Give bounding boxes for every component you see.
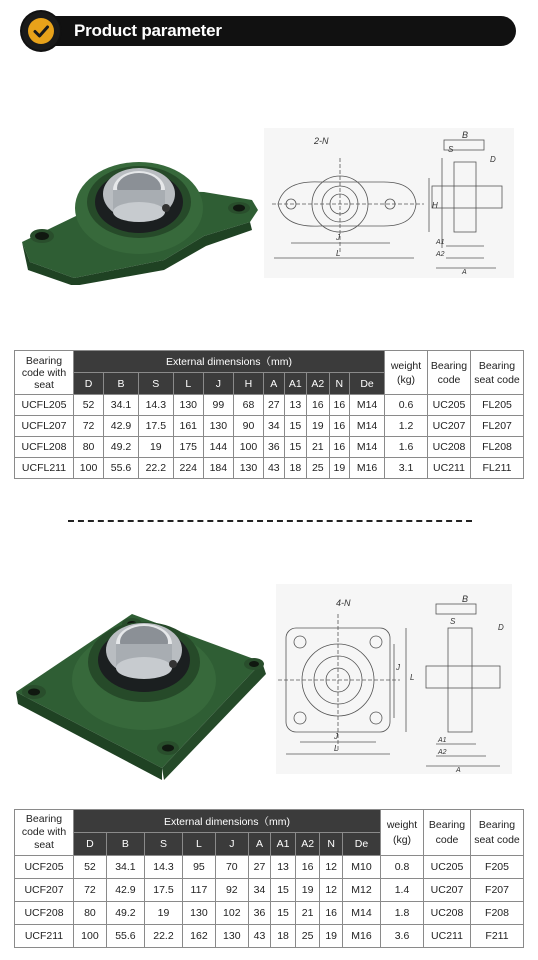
- header-title: Product parameter: [74, 21, 222, 40]
- col-a: A: [264, 373, 285, 395]
- label-h: H: [432, 201, 438, 210]
- table-cell: 27: [264, 395, 285, 416]
- spec-table-ucf: [14, 809, 524, 948]
- table-cell: 21: [307, 437, 329, 458]
- table-cell: 1.4: [381, 879, 424, 902]
- label-b: B: [462, 130, 469, 140]
- col-a1: A1: [284, 373, 306, 395]
- table-cell: UC207: [424, 879, 471, 902]
- table-cell: M12: [342, 879, 380, 902]
- table-cell: 95: [182, 856, 215, 879]
- col-bearing-code-with-seat: Bearing code with seat: [15, 351, 74, 395]
- label-a1: A1: [436, 239, 445, 246]
- table-cell: 22.2: [138, 458, 173, 479]
- table-row: [15, 925, 524, 948]
- table-cell: 34.1: [106, 856, 144, 879]
- table-cell: UCF211: [15, 925, 74, 948]
- label-s: S: [448, 145, 454, 154]
- table-cell: 16: [307, 395, 329, 416]
- table-cell: 130: [215, 925, 248, 948]
- table-cell: M16: [342, 925, 380, 948]
- table-cell: 27: [248, 856, 271, 879]
- table-cell: M14: [342, 902, 380, 925]
- table-cell: 43: [248, 925, 271, 948]
- section-header: [22, 12, 520, 50]
- table-row: [15, 902, 524, 925]
- label-d: D: [498, 623, 504, 632]
- table-cell: FL208: [471, 437, 524, 458]
- table-cell: 19: [307, 416, 329, 437]
- label-j: J: [336, 233, 340, 242]
- table-cell: 49.2: [104, 437, 139, 458]
- col-bearing-seat-code: Bearing seat code: [471, 351, 524, 395]
- table-cell: 72: [74, 416, 104, 437]
- table-cell: 100: [74, 925, 107, 948]
- col-s: S: [138, 373, 173, 395]
- table-cell: UCF207: [15, 879, 74, 902]
- col-external-dimensions: External dimensions（mm): [74, 810, 381, 833]
- table-cell: 12: [320, 879, 343, 902]
- col-l: L: [173, 373, 203, 395]
- col-h: H: [233, 373, 263, 395]
- table-cell: 19: [329, 458, 350, 479]
- col-bearing-seat-code: Bearing seat code: [471, 810, 524, 856]
- table-cell: UCFL208: [15, 437, 74, 458]
- table-cell: 0.8: [381, 856, 424, 879]
- table-cell: 72: [74, 879, 107, 902]
- table-cell: 52: [74, 856, 107, 879]
- table-cell: 3.1: [385, 458, 428, 479]
- col-n: N: [320, 833, 343, 856]
- product-photo-ucf: [12, 600, 274, 780]
- table-cell: 224: [173, 458, 203, 479]
- col-n: N: [329, 373, 350, 395]
- col-external-dimensions: External dimensions（mm): [74, 351, 385, 373]
- table-cell: 19: [320, 925, 343, 948]
- label-l: L: [334, 744, 339, 753]
- table-cell: 49.2: [106, 902, 144, 925]
- spec-table-ucfl: [14, 350, 524, 479]
- table-cell: 175: [173, 437, 203, 458]
- col-de: De: [342, 833, 380, 856]
- table-cell: 34: [248, 879, 271, 902]
- col-bearing-code-with-seat: Bearing code with seat: [15, 810, 74, 856]
- table-cell: 21: [295, 902, 320, 925]
- table-cell: 130: [182, 902, 215, 925]
- table-cell: UC205: [424, 856, 471, 879]
- label-b: B: [462, 594, 469, 604]
- table-cell: 36: [264, 437, 285, 458]
- col-l: L: [182, 833, 215, 856]
- table-cell: 16: [329, 416, 350, 437]
- table-cell: 15: [284, 437, 306, 458]
- col-s: S: [144, 833, 182, 856]
- label-a2: A2: [436, 251, 445, 258]
- table-cell: 14.3: [138, 395, 173, 416]
- table-cell: 16: [329, 395, 350, 416]
- col-weight: weight (kg): [385, 351, 428, 395]
- table-cell: 16: [320, 902, 343, 925]
- table-cell: UCF205: [15, 856, 74, 879]
- table-cell: UC211: [424, 925, 471, 948]
- table-cell: 70: [215, 856, 248, 879]
- product-photo-ucfl: [14, 150, 264, 285]
- label-4n: 4-N: [336, 598, 351, 608]
- table-cell: 80: [74, 437, 104, 458]
- table-cell: UC208: [428, 437, 471, 458]
- table-cell: M10: [342, 856, 380, 879]
- table-cell: 52: [74, 395, 104, 416]
- table-cell: 13: [271, 856, 296, 879]
- table-row: [15, 458, 524, 479]
- table-cell: 42.9: [106, 879, 144, 902]
- table-cell: FL211: [471, 458, 524, 479]
- technical-drawing-ucfl: [264, 128, 514, 278]
- table-row: [15, 416, 524, 437]
- table-cell: 19: [138, 437, 173, 458]
- table-cell: 55.6: [104, 458, 139, 479]
- table-cell: 16: [329, 437, 350, 458]
- table-row: [15, 879, 524, 902]
- table-cell: 68: [233, 395, 263, 416]
- label-a: A: [462, 269, 467, 276]
- table-cell: 100: [74, 458, 104, 479]
- table-cell: 15: [271, 879, 296, 902]
- table-cell: F207: [471, 879, 524, 902]
- table-cell: 42.9: [104, 416, 139, 437]
- table-cell: 18: [284, 458, 306, 479]
- table-cell: 15: [271, 902, 296, 925]
- table-cell: M14: [350, 437, 385, 458]
- table-cell: 19: [295, 879, 320, 902]
- table-cell: 80: [74, 902, 107, 925]
- table-cell: UCFL205: [15, 395, 74, 416]
- table-cell: 34: [264, 416, 285, 437]
- table-cell: 34.1: [104, 395, 139, 416]
- col-a: A: [248, 833, 271, 856]
- label-j-right: J: [396, 663, 400, 672]
- table-cell: 161: [173, 416, 203, 437]
- table-row: [15, 856, 524, 879]
- check-badge-icon: [22, 12, 60, 50]
- table-cell: 43: [264, 458, 285, 479]
- table-cell: FL205: [471, 395, 524, 416]
- table-cell: UCF208: [15, 902, 74, 925]
- col-b: B: [106, 833, 144, 856]
- table-cell: 55.6: [106, 925, 144, 948]
- table-cell: 117: [182, 879, 215, 902]
- col-a2: A2: [295, 833, 320, 856]
- table-cell: 100: [233, 437, 263, 458]
- col-j: J: [203, 373, 233, 395]
- col-a2: A2: [307, 373, 329, 395]
- table-cell: 3.6: [381, 925, 424, 948]
- table-cell: 1.8: [381, 902, 424, 925]
- table-cell: 17.5: [144, 879, 182, 902]
- table-cell: 14.3: [144, 856, 182, 879]
- table-cell: FL207: [471, 416, 524, 437]
- table-cell: 99: [203, 395, 233, 416]
- table-cell: 144: [203, 437, 233, 458]
- table-cell: 19: [144, 902, 182, 925]
- table-cell: 13: [284, 395, 306, 416]
- col-bearing-code: Bearing code: [428, 351, 471, 395]
- table-cell: 184: [203, 458, 233, 479]
- table-cell: UCFL207: [15, 416, 74, 437]
- col-weight: weight (kg): [381, 810, 424, 856]
- label-2n: 2-N: [314, 136, 329, 146]
- table-cell: 130: [233, 458, 263, 479]
- table-cell: UCFL211: [15, 458, 74, 479]
- label-l-right: L: [410, 673, 415, 682]
- table-cell: M16: [350, 458, 385, 479]
- table-cell: M14: [350, 416, 385, 437]
- table-cell: 17.5: [138, 416, 173, 437]
- table-row: [15, 437, 524, 458]
- table-cell: 15: [284, 416, 306, 437]
- label-d: D: [490, 155, 496, 164]
- label-j: J: [334, 732, 338, 741]
- col-b: B: [104, 373, 139, 395]
- table-cell: UC207: [428, 416, 471, 437]
- table-cell: 36: [248, 902, 271, 925]
- table-cell: 130: [203, 416, 233, 437]
- table-cell: UC208: [424, 902, 471, 925]
- col-d: D: [74, 373, 104, 395]
- table-cell: 25: [307, 458, 329, 479]
- table-cell: 102: [215, 902, 248, 925]
- label-a1: A1: [438, 737, 447, 744]
- col-de: De: [350, 373, 385, 395]
- table-cell: 0.6: [385, 395, 428, 416]
- dashed-separator: [68, 520, 472, 522]
- table-cell: F208: [471, 902, 524, 925]
- table-cell: 130: [173, 395, 203, 416]
- table-cell: 90: [233, 416, 263, 437]
- table-cell: 25: [295, 925, 320, 948]
- table-cell: M14: [350, 395, 385, 416]
- table-cell: 92: [215, 879, 248, 902]
- label-a2: A2: [438, 749, 447, 756]
- label-s: S: [450, 617, 456, 626]
- table-cell: UC211: [428, 458, 471, 479]
- table-cell: 18: [271, 925, 296, 948]
- table-cell: 12: [320, 856, 343, 879]
- table-cell: UC205: [428, 395, 471, 416]
- table-cell: F211: [471, 925, 524, 948]
- col-a1: A1: [271, 833, 296, 856]
- col-j: J: [215, 833, 248, 856]
- table-cell: F205: [471, 856, 524, 879]
- table-cell: 16: [295, 856, 320, 879]
- table-cell: 1.2: [385, 416, 428, 437]
- table-cell: 22.2: [144, 925, 182, 948]
- col-bearing-code: Bearing code: [424, 810, 471, 856]
- label-l: L: [336, 249, 341, 258]
- table-row: [15, 395, 524, 416]
- label-a: A: [456, 767, 461, 774]
- col-d: D: [74, 833, 107, 856]
- table-cell: 162: [182, 925, 215, 948]
- technical-drawing-ucf: [276, 584, 512, 774]
- table-cell: 1.6: [385, 437, 428, 458]
